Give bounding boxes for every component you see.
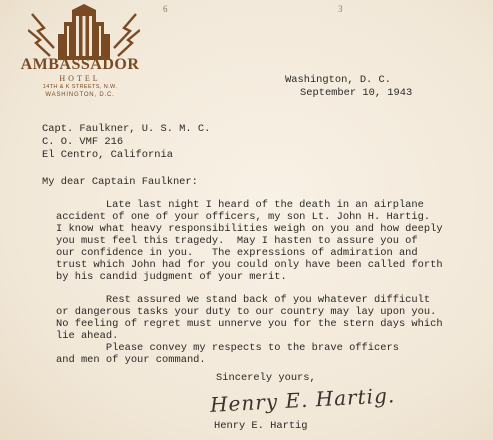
recipient-line: Capt. Faulkner, U. S. M. C. [42, 123, 211, 135]
hotel-name: AMBASSADOR [20, 56, 140, 73]
hotel-city: WASHINGTON, D.C. [45, 92, 115, 98]
body-line: Please convey my respects to the brave officers [56, 342, 399, 354]
body-line: and men of your command. [56, 354, 206, 366]
body-line: by his candid judgment of your merit. [56, 271, 287, 283]
handwritten-signature: Henry E. Hartig. [209, 383, 396, 417]
body-line: Rest assured we stand back of you whatever difficult [56, 294, 431, 306]
body-line: No feeling of regret must unnerve you for the stern days which [56, 318, 443, 330]
body-line: lie ahead. [56, 330, 119, 342]
salutation: My dear Captain Faulkner: [42, 176, 198, 188]
hotel-address: 14TH & K STREETS, N.W. [42, 84, 118, 90]
closing: Sincerely yours, [216, 372, 316, 384]
body-line: accident of one of your officers, my son Lt. John H. Hartig. [56, 211, 431, 223]
hotel-building-logo [28, 4, 140, 64]
body-line: I know what heavy responsibilities weigh on you and how deeply [56, 223, 443, 235]
body-line: our confidence in you. The expressions of admiration and [56, 247, 418, 259]
recipient-line: El Centro, California [42, 149, 173, 161]
body-line: Late last night I heard of the death in an airplane [56, 199, 424, 211]
corner-mark-left: 6 [163, 4, 168, 14]
recipient-line: C. O. VMF 216 [42, 136, 124, 148]
hotel-label: HOTEL [59, 74, 101, 83]
body-line: you must feel this tragedy. May I hasten to assure you of [56, 235, 418, 247]
typed-signer-name: Henry E. Hartig [214, 420, 308, 432]
body-line: or dangerous tasks your duty to our country may lay upon you. [56, 306, 437, 318]
corner-mark-right: 3 [338, 4, 343, 14]
letter-place: Washington, D. C. [285, 74, 392, 86]
body-line: trust which John had for you could only have been called forth [56, 259, 443, 271]
letter-date: September 10, 1943 [300, 87, 413, 99]
